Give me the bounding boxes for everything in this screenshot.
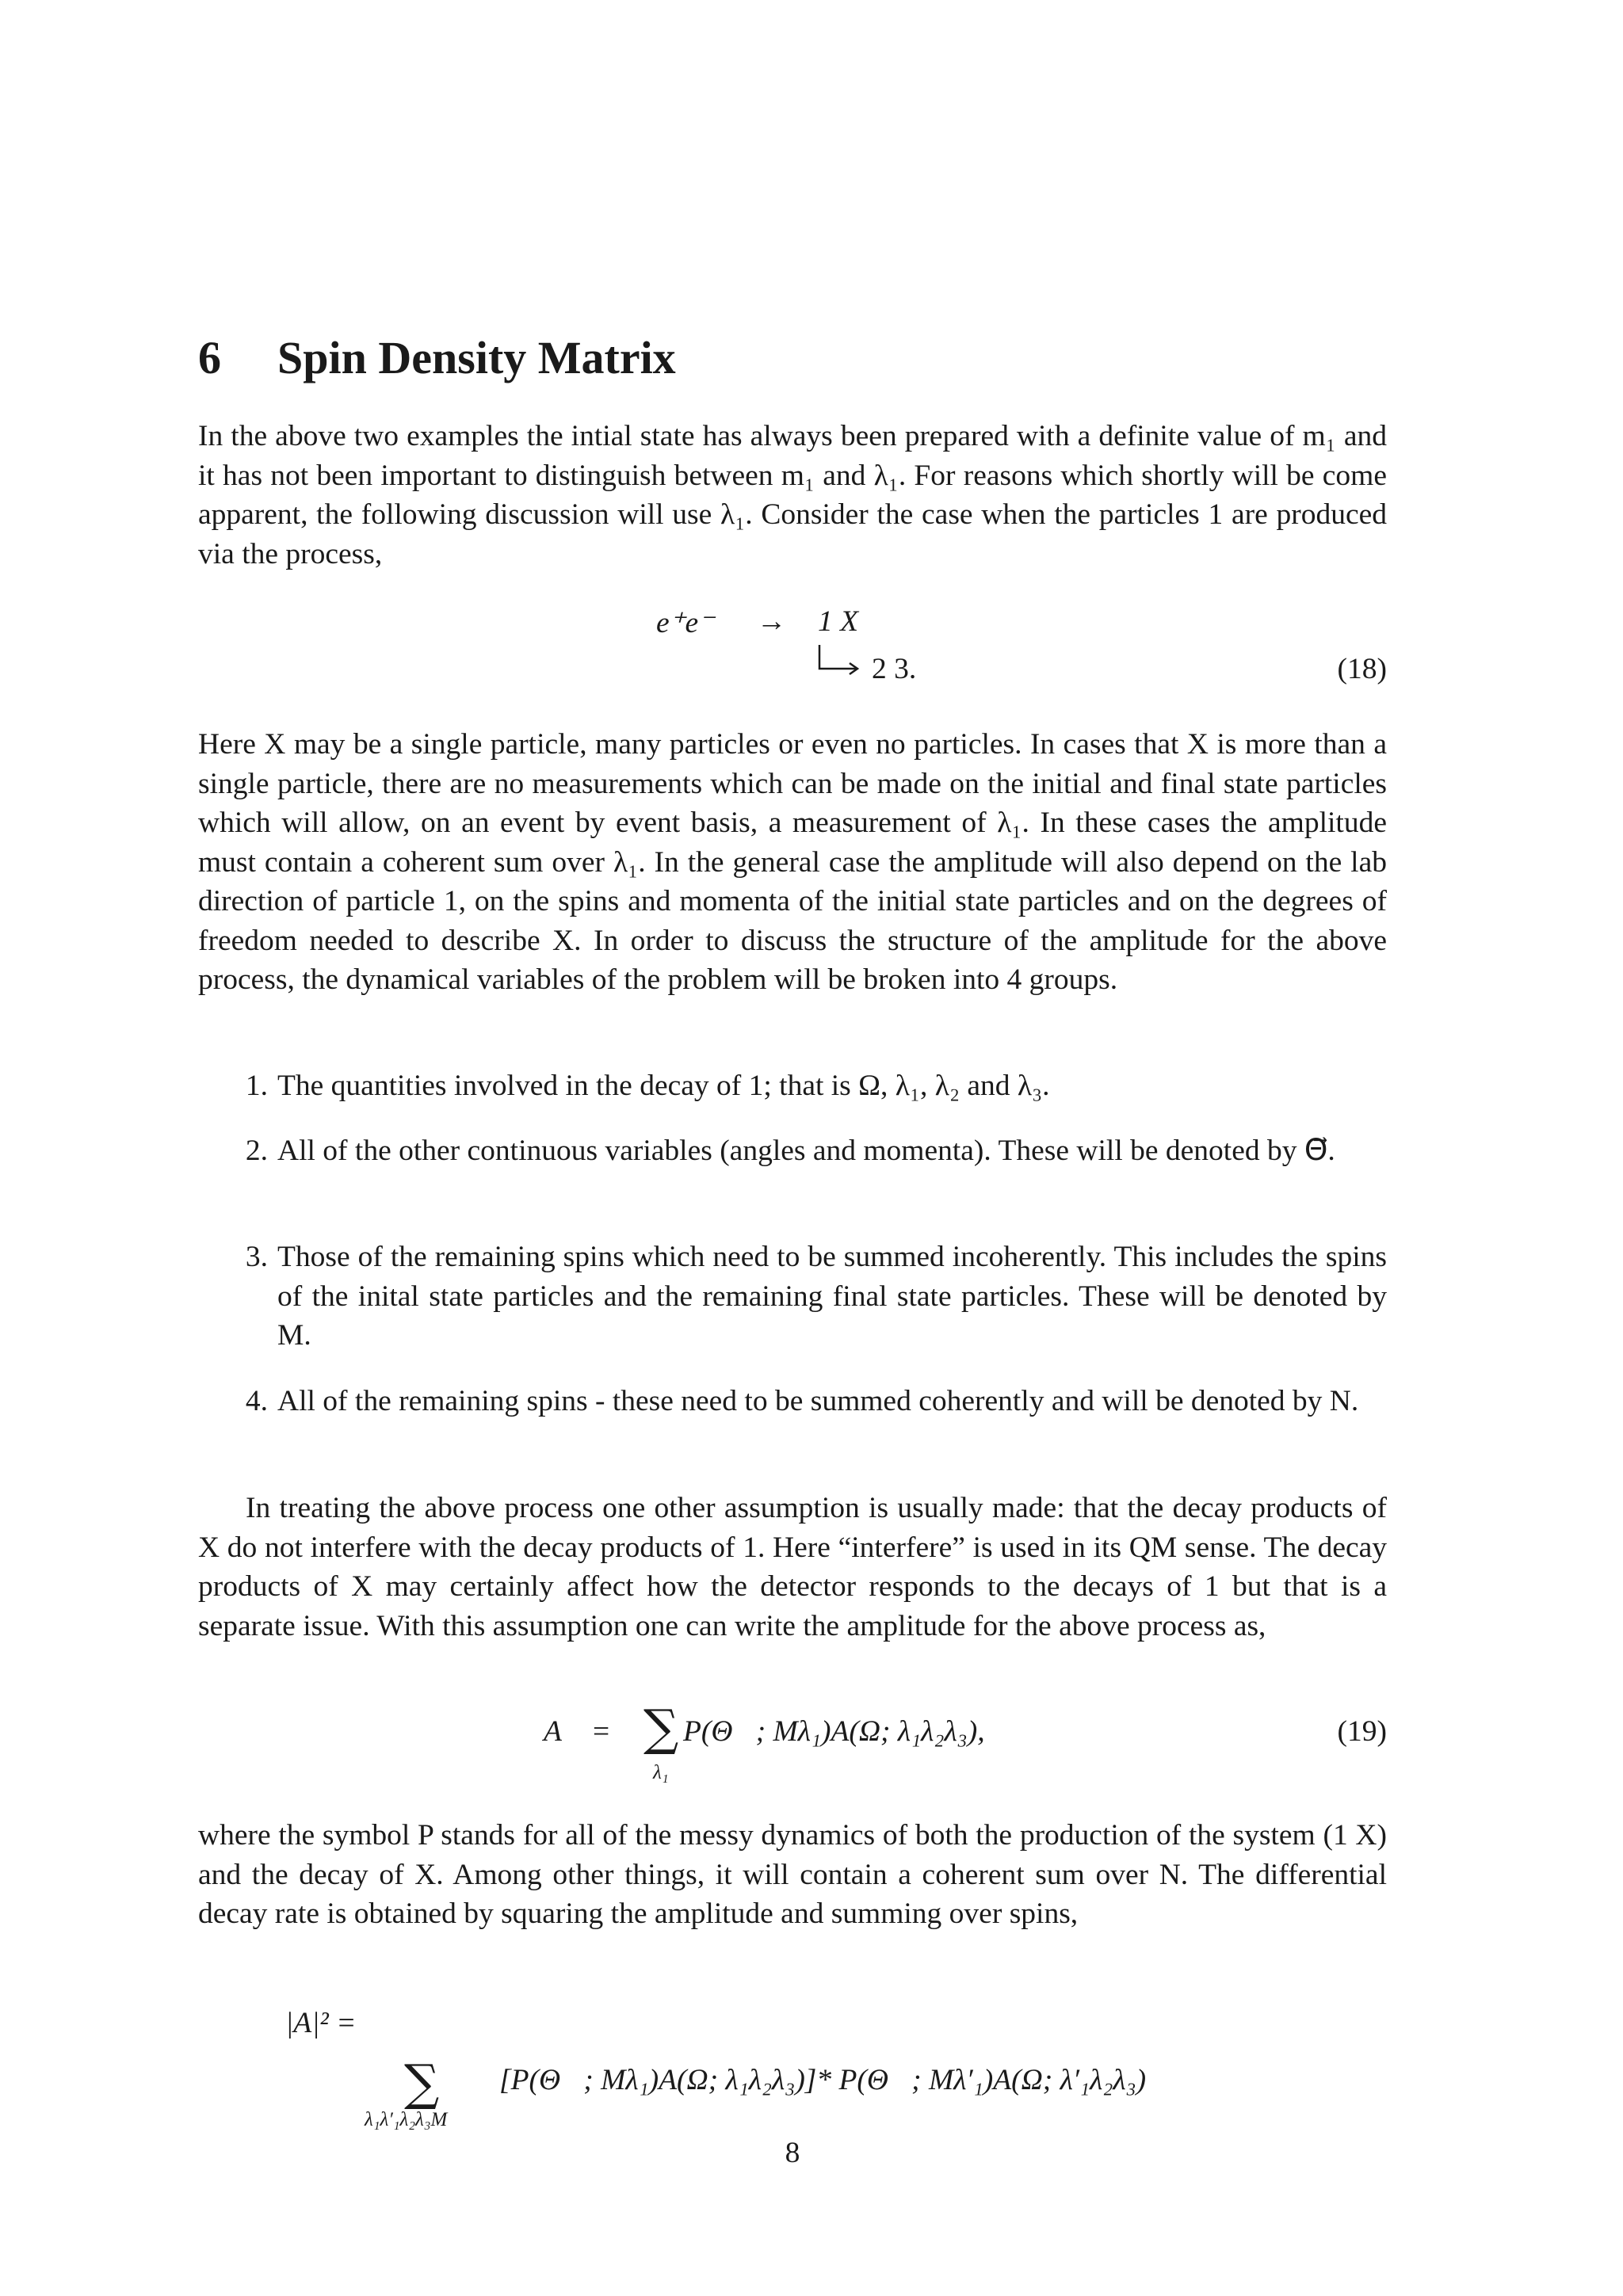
paragraph-intro: In the above two examples the intial state has always been prepared with a definite value of m₁ and it has not been important to distinguish between m₁ and λ₁. For reasons which shortly will be come apparent, the following discussion will use λ₁. Consider the case when the particles 1 are produced via the process,: [198, 420, 1387, 570]
eq20-sum-index: λ₁λ′₁λ₂λ₃M: [365, 2109, 448, 2130]
eq18-arrow: →: [757, 605, 787, 638]
eq18-lhs: e⁺e⁻: [656, 607, 714, 639]
list-text: Those of the remaining spins which need to be summed incoherently. This includes the spins of the inital state particles and the remaining final state particles. These will be denoted by M.: [277, 1241, 1387, 1352]
eq20-sum-icon: ∑: [404, 2054, 440, 2111]
paragraph-decay-rate: where the symbol P stands for all of the messy dynamics of both the production of the system (1 X) and the decay of X. Among other things, it will contain a coherent sum over N. The differential decay rate is obtained by squaring the amplitude and summing over spins,: [198, 1819, 1387, 1930]
eq19-sum-icon: ∑: [643, 1699, 679, 1756]
decay-hook-arrow-icon: [816, 643, 865, 678]
list-number: 4.: [245, 1385, 268, 1417]
section-heading: [198, 331, 676, 384]
list-text: All of the other continuous variables (angles and momenta). These will be denoted by Θ⃗.: [277, 1135, 1335, 1167]
list-number: 3.: [245, 1241, 268, 1273]
eq18-decay: 2 3.: [872, 653, 917, 685]
eq19-equals: =: [593, 1715, 610, 1748]
section-title: Spin Density Matrix: [277, 332, 676, 383]
eq19-lhs: A: [544, 1715, 562, 1748]
eq18-number: (18): [1337, 653, 1387, 685]
page-number: 8: [785, 2137, 800, 2169]
eq19-sum-index: λ₁: [653, 1762, 669, 1783]
eq20-rhs: [P(Θ⃗; Mλ₁)A(Ω; λ₁λ₂λ₃)]* P(Θ⃗; Mλ′₁)A(Ω; λ′₁λ₂λ₃): [499, 2064, 1147, 2096]
list-number: 1.: [245, 1070, 268, 1102]
eq19-rhs: P(Θ⃗; Mλ₁)A(Ω; λ₁λ₂λ₃),: [683, 1715, 985, 1748]
eq18-rhs: 1 X: [818, 605, 859, 638]
list-text: The quantities involved in the decay of 1; that is Ω, λ₁, λ₂ and λ₃.: [277, 1070, 1050, 1102]
eq20-lhs: |A|² =: [285, 2007, 357, 2039]
paragraph-assumption: In treating the above process one other assumption is usually made: that the decay products of X do not interfere with the decay products of 1. Here “interfere” is used in its QM sense. The decay products of X may certainly affect how the detector responds to the decays of 1 but that is a separate issue. With this assumption one can write the amplitude for the above process as,: [198, 1492, 1387, 1642]
list-text: All of the remaining spins - these need to be summed coherently and will be denoted by N.: [277, 1385, 1359, 1417]
list-number: 2.: [245, 1135, 268, 1167]
section-number: 6: [198, 332, 221, 383]
eq19-number: (19): [1337, 1715, 1387, 1748]
paragraph-amplitude: Here X may be a single particle, many particles or even no particles. In cases that X is more than a single particle, there are no measurements which can be made on the initial and final state particles which will allow, on an event by event basis, a measurement of λ₁. In these cases the amplitude must contain a coherent sum over λ₁. In the general case the amplitude will also depend on the lab direction of particle 1, on the spins and momenta of the initial state particles and on the degrees of freedom needed to describe X. In order to discuss the structure of the amplitude for the above process, the dynamical variables of the problem will be broken into 4 groups.: [198, 728, 1387, 996]
